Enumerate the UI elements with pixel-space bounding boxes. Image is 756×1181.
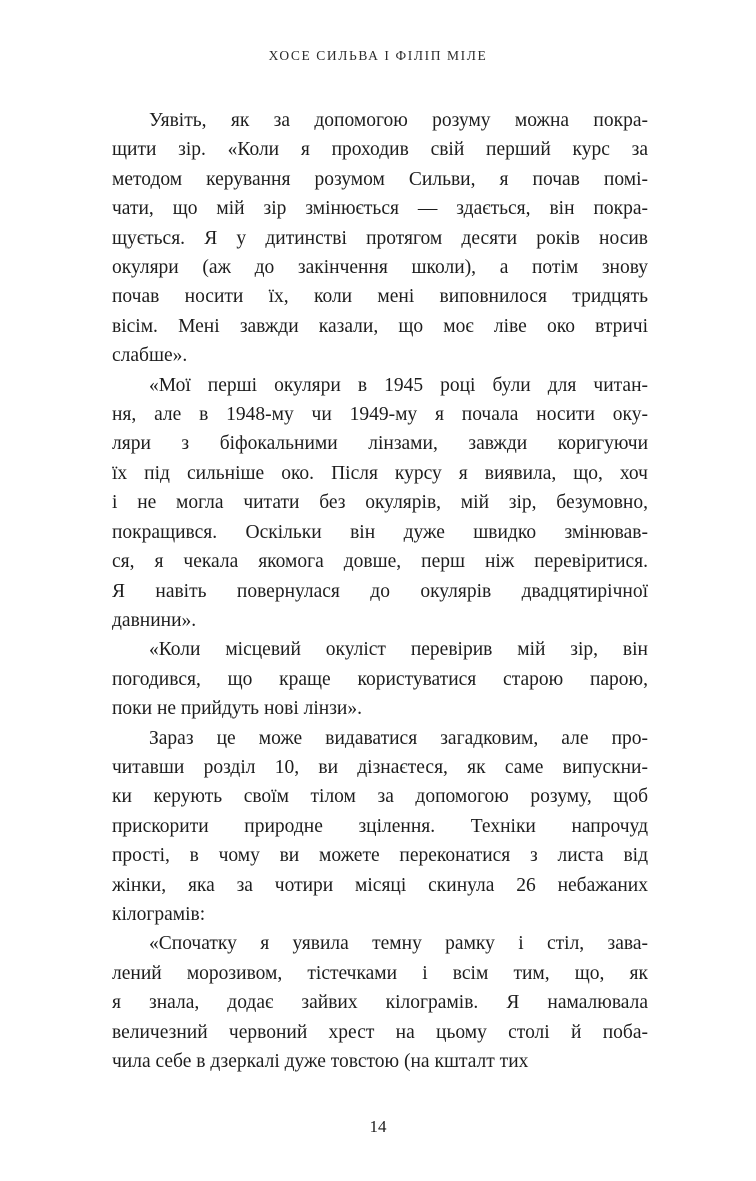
text-line: покращився. Оскільки він дуже швидко змінював- xyxy=(112,521,648,543)
text-line: я знала, додає зайвих кілограмів. Я намалювала xyxy=(112,992,648,1014)
running-head: ХОСЕ СИЛЬВА І ФІЛІП МІЛЕ xyxy=(268,48,488,63)
text-line: ня, але в 1948-му чи 1949-му я почала носити оку- xyxy=(112,404,648,426)
text-line: щується. Я у дитинстві протягом десяти років носив xyxy=(112,227,648,249)
paragraph xyxy=(112,929,648,1076)
paragraph xyxy=(112,724,648,930)
text-line: ляри з біфокальними лінзами, завжди коригуючи xyxy=(112,433,648,455)
text-line: давнини». xyxy=(112,609,197,631)
text-line: жінки, яка за чотири місяці скинула 26 небажаних xyxy=(112,874,648,896)
text-line: слабше». xyxy=(112,345,188,367)
text-line: величезний червоний хрест на цьому столі й поба- xyxy=(112,1021,648,1043)
text-line: прискорити природне зцілення. Техніки напрочуд xyxy=(112,815,648,837)
text-line: «Спочатку я уявила темну рамку і стіл, зава- xyxy=(149,933,648,955)
text-line: чила себе в дзеркалі дуже товстою (на кшталт тих xyxy=(112,1051,529,1072)
text-line: лений морозивом, тістечками і всім тим, що, як xyxy=(112,962,648,984)
text-line: кілограмів: xyxy=(112,903,206,925)
text-line: і не могла читати без окулярів, мій зір, безумовно, xyxy=(112,492,648,514)
text-line: методом керування розумом Сильви, я почав помі- xyxy=(112,168,648,190)
text-line: почав носити їх, коли мені виповнилося тридцять xyxy=(112,286,648,308)
text-line: чати, що мій зір змінюється — здається, він покра- xyxy=(112,198,648,220)
text-line: вісім. Мені завжди казали, що моє ліве око втричі xyxy=(112,315,648,337)
text-line: Я навіть повернулася до окулярів двадцятирічної xyxy=(112,580,648,602)
text-line: «Коли місцевий окуліст перевірив мій зір, він xyxy=(149,639,648,661)
text-line: прості, в чому ви можете переконатися з листа від xyxy=(112,845,648,867)
page-number: 14 xyxy=(369,1117,387,1136)
text-line: щити зір. «Коли я проходив свій перший курс за xyxy=(112,139,648,161)
text-line: Зараз це може видаватися загадковим, але про- xyxy=(149,727,648,749)
text-line: їх під сильніше око. Після курсу я виявила, що, хоч xyxy=(112,462,648,484)
text-line: погодився, що краще користуватися старою парою, xyxy=(112,668,648,690)
body-text xyxy=(112,106,648,1076)
text-line: ки керують своїм тілом за допомогою розуму, щоб xyxy=(112,786,648,808)
paragraph xyxy=(112,635,648,723)
text-line: поки не прийдуть нові лінзи». xyxy=(112,698,362,720)
text-line: Уявіть, як за допомогою розуму можна покра- xyxy=(149,110,648,131)
paragraph xyxy=(112,106,648,371)
text-line: окуляри (аж до закінчення школи), а потім знову xyxy=(112,257,648,279)
paragraph xyxy=(112,371,648,636)
text-line: «Мої перші окуляри в 1945 році були для читан- xyxy=(149,374,648,396)
text-line: читавши розділ 10, ви дізнаєтеся, як саме випускни- xyxy=(112,756,648,778)
text-line: ся, я чекала якомога довше, перш ніж перевіритися. xyxy=(112,551,648,573)
